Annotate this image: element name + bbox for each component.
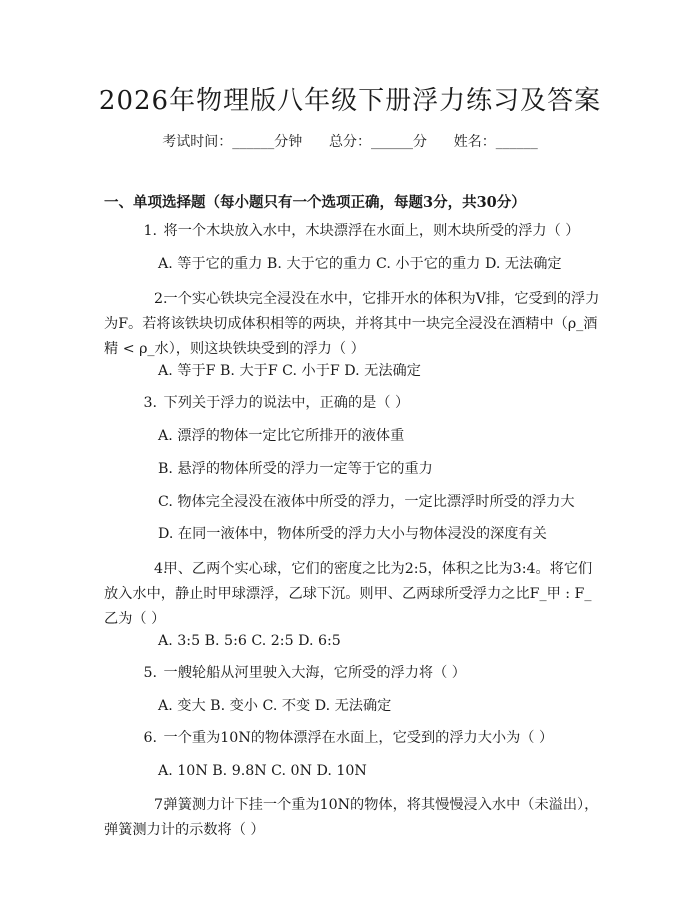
question-text: 下列关于浮力的说法中，正确的是（ ）	[163, 395, 410, 411]
question-5	[104, 663, 466, 683]
question-number: 7.	[154, 797, 168, 813]
question-4	[104, 557, 602, 632]
document-title: 2026年物理版八年级下册浮力练习及答案	[98, 86, 602, 116]
question-1-options: A. 等于它的重力 B. 大于它的重力 C. 小于它的重力 D. 无法确定	[158, 256, 562, 272]
question-number: 4.	[154, 561, 168, 577]
question-text: 弹簧测力计下挂一个重为10N的物体，将其慢慢浸入水中（未溢出），弹簧测力计的示数将（ ）	[104, 797, 599, 838]
question-number: 5.	[143, 665, 157, 681]
question-3-option-c: C. 物体完全浸没在液体中所受的浮力，一定比漂浮时所受的浮力大	[158, 494, 575, 510]
question-3-option-a: A. 漂浮的物体一定比它所排开的液体重	[158, 428, 405, 444]
question-6	[104, 728, 553, 748]
question-number: 6.	[143, 730, 157, 746]
question-3-option-b: B. 悬浮的物体所受的浮力一定等于它的重力	[158, 461, 433, 477]
question-text: 一个重为10N的物体漂浮在水面上，它受到的浮力大小为（ ）	[163, 730, 554, 746]
question-2-options: A. 等于F B. 大于F C. 小于F D. 无法确定	[158, 363, 421, 379]
question-3	[104, 393, 409, 413]
question-text: 将一个木块放入水中，木块漂浮在水面上，则木块所受的浮力（ ）	[163, 223, 580, 239]
question-4-options: A. 3:5 B. 5:6 C. 2:5 D. 6:5	[158, 633, 341, 649]
question-text: 甲、乙两个实心球，它们的密度之比为2:5，体积之比为3:4。将它们放入水中，静止时甲球漂浮，乙球下沉。则甲、乙两球所受浮力之比F_甲 : F_乙为（ ）	[104, 561, 593, 627]
exam-meta-line: 考试时间：______分钟 总分：______分 姓名：______	[162, 134, 538, 150]
question-text: 一艘轮船从河里驶入大海，它所受的浮力将（ ）	[163, 665, 466, 681]
question-text: 一个实心铁块完全浸没在水中，它排开水的体积为V排，它受到的浮力为F。若将该铁块切成体积相等的两块，并将其中一块完全浸没在酒精中（ρ_酒精 < ρ_水），则这块铁块受到的浮力（ ）	[104, 291, 600, 357]
question-3-option-d: D. 在同一液体中，物体所受的浮力大小与物体浸没的深度有关	[158, 526, 547, 542]
question-6-options: A. 10N B. 9.8N C. 0N D. 10N	[158, 763, 367, 779]
question-1	[104, 221, 579, 241]
question-2	[104, 287, 602, 362]
question-7	[104, 793, 602, 843]
question-5-options: A. 变大 B. 变小 C. 不变 D. 无法确定	[158, 698, 392, 714]
question-number: 2.	[154, 291, 168, 307]
question-number: 1.	[143, 223, 157, 239]
section-heading: 一、单项选择题（每小题只有一个选项正确，每题3分，共30分）	[104, 194, 526, 211]
question-number: 3.	[143, 395, 157, 411]
